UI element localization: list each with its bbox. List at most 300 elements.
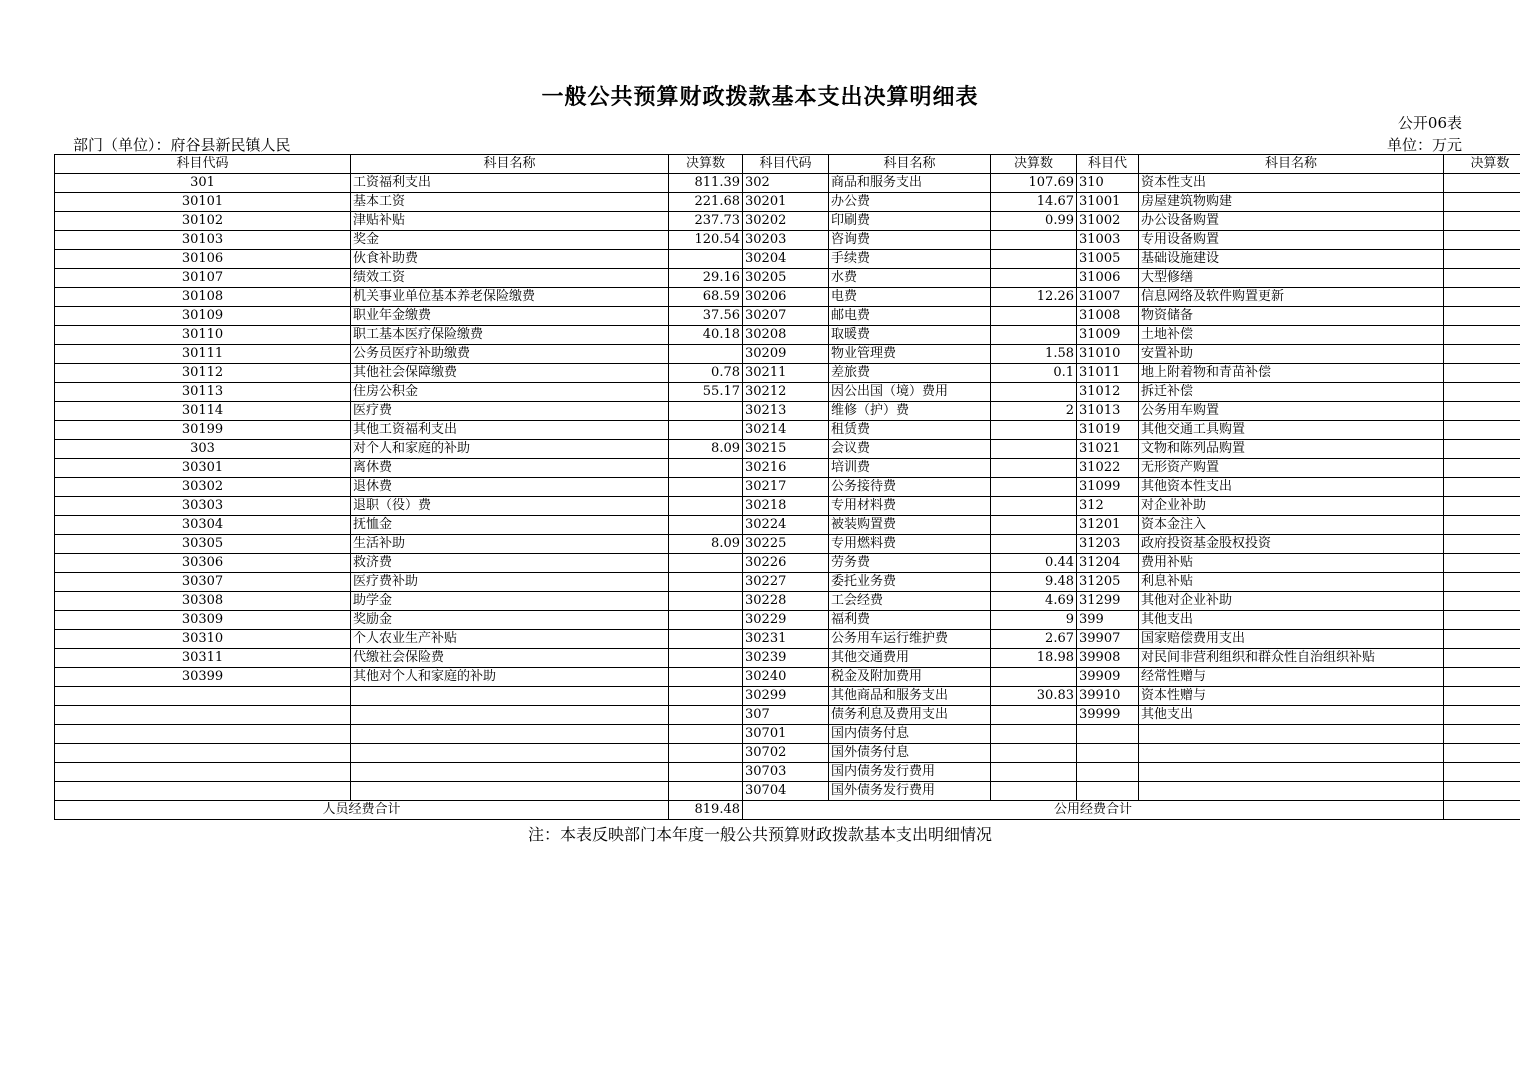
code-cell: 30399 bbox=[55, 668, 351, 687]
code-cell: 30225 bbox=[743, 535, 829, 554]
amount-cell bbox=[1444, 231, 1520, 250]
name-cell bbox=[1139, 725, 1444, 744]
name-cell: 其他工资福利支出 bbox=[351, 421, 669, 440]
name-cell: 公务员医疗补助缴费 bbox=[351, 345, 669, 364]
name-cell: 伙食补助费 bbox=[351, 250, 669, 269]
amount-cell bbox=[669, 744, 743, 763]
amount-cell: 40.18 bbox=[669, 326, 743, 345]
amount-cell bbox=[669, 706, 743, 725]
amount-cell: 237.73 bbox=[669, 212, 743, 231]
code-cell: 31001 bbox=[1077, 193, 1139, 212]
code-cell: 39909 bbox=[1077, 668, 1139, 687]
amount-cell bbox=[991, 706, 1077, 725]
name-cell: 土地补偿 bbox=[1139, 326, 1444, 345]
name-cell: 取暖费 bbox=[829, 326, 991, 345]
amount-cell: 29.16 bbox=[669, 269, 743, 288]
amount-cell: 0.44 bbox=[991, 554, 1077, 573]
name-cell: 助学金 bbox=[351, 592, 669, 611]
code-cell: 30207 bbox=[743, 307, 829, 326]
name-cell bbox=[351, 706, 669, 725]
table-row bbox=[55, 706, 1520, 725]
unit-label: 单位：万元 bbox=[1386, 136, 1462, 154]
name-cell: 信息网络及软件购置更新 bbox=[1139, 288, 1444, 307]
amount-cell: 4.69 bbox=[991, 592, 1077, 611]
code-cell: 30215 bbox=[743, 440, 829, 459]
code-cell: 30301 bbox=[55, 459, 351, 478]
name-cell: 手续费 bbox=[829, 250, 991, 269]
amount-cell bbox=[1444, 630, 1520, 649]
name-cell: 印刷费 bbox=[829, 212, 991, 231]
amount-cell bbox=[669, 497, 743, 516]
amount-cell bbox=[1444, 497, 1520, 516]
amount-cell bbox=[991, 516, 1077, 535]
table-row bbox=[55, 516, 1520, 535]
code-cell: 30203 bbox=[743, 231, 829, 250]
amount-cell bbox=[1444, 250, 1520, 269]
code-cell: 31203 bbox=[1077, 535, 1139, 554]
name-cell: 咨询费 bbox=[829, 231, 991, 250]
amount-cell bbox=[669, 478, 743, 497]
table-row bbox=[55, 535, 1520, 554]
amount-cell bbox=[1444, 402, 1520, 421]
code-cell: 31007 bbox=[1077, 288, 1139, 307]
amount-cell: 8.09 bbox=[669, 535, 743, 554]
personnel-total-label: 人员经费合计 bbox=[55, 801, 669, 820]
table-row bbox=[55, 782, 1520, 801]
table-row bbox=[55, 383, 1520, 402]
table-row bbox=[55, 459, 1520, 478]
amount-cell bbox=[1444, 573, 1520, 592]
code-cell bbox=[55, 782, 351, 801]
amount-cell bbox=[991, 782, 1077, 801]
code-cell: 30199 bbox=[55, 421, 351, 440]
code-cell: 312 bbox=[1077, 497, 1139, 516]
amount-cell bbox=[991, 383, 1077, 402]
code-cell: 30305 bbox=[55, 535, 351, 554]
name-cell: 公务接待费 bbox=[829, 478, 991, 497]
code-cell: 30299 bbox=[743, 687, 829, 706]
amount-cell: 2 bbox=[991, 402, 1077, 421]
code-cell: 30107 bbox=[55, 269, 351, 288]
table-row bbox=[55, 573, 1520, 592]
code-cell: 30208 bbox=[743, 326, 829, 345]
amount-cell: 68.59 bbox=[669, 288, 743, 307]
code-cell bbox=[55, 763, 351, 782]
amount-cell bbox=[1444, 440, 1520, 459]
code-cell: 30309 bbox=[55, 611, 351, 630]
column-header: 决算数 bbox=[1444, 155, 1520, 174]
amount-cell bbox=[991, 478, 1077, 497]
name-cell: 水费 bbox=[829, 269, 991, 288]
code-cell bbox=[1077, 744, 1139, 763]
code-cell: 31010 bbox=[1077, 345, 1139, 364]
public-total-value bbox=[1444, 801, 1520, 820]
table-row bbox=[55, 649, 1520, 668]
code-cell: 30217 bbox=[743, 478, 829, 497]
name-cell: 差旅费 bbox=[829, 364, 991, 383]
name-cell: 其他资本性支出 bbox=[1139, 478, 1444, 497]
name-cell: 住房公积金 bbox=[351, 383, 669, 402]
amount-cell bbox=[991, 421, 1077, 440]
amount-cell bbox=[991, 307, 1077, 326]
column-header: 科目代码 bbox=[55, 155, 351, 174]
code-cell: 30307 bbox=[55, 573, 351, 592]
amount-cell bbox=[1444, 193, 1520, 212]
amount-cell: 30.83 bbox=[991, 687, 1077, 706]
name-cell: 安置补助 bbox=[1139, 345, 1444, 364]
amount-cell bbox=[1444, 687, 1520, 706]
code-cell: 30310 bbox=[55, 630, 351, 649]
amount-cell bbox=[669, 250, 743, 269]
amount-cell bbox=[1444, 668, 1520, 687]
name-cell: 物业管理费 bbox=[829, 345, 991, 364]
name-cell: 委托业务费 bbox=[829, 573, 991, 592]
code-cell: 30205 bbox=[743, 269, 829, 288]
table-row bbox=[55, 497, 1520, 516]
table-row bbox=[55, 668, 1520, 687]
name-cell bbox=[351, 782, 669, 801]
name-cell: 拆迁补偿 bbox=[1139, 383, 1444, 402]
amount-cell: 107.69 bbox=[991, 174, 1077, 193]
name-cell: 国内债务发行费用 bbox=[829, 763, 991, 782]
amount-cell bbox=[1444, 212, 1520, 231]
name-cell: 债务利息及费用支出 bbox=[829, 706, 991, 725]
column-header: 决算数 bbox=[991, 155, 1077, 174]
code-cell bbox=[1077, 725, 1139, 744]
amount-cell: 0.99 bbox=[991, 212, 1077, 231]
code-cell: 39910 bbox=[1077, 687, 1139, 706]
code-cell: 30231 bbox=[743, 630, 829, 649]
table-row bbox=[55, 440, 1520, 459]
amount-cell bbox=[991, 725, 1077, 744]
code-cell: 30209 bbox=[743, 345, 829, 364]
name-cell: 机关事业单位基本养老保险缴费 bbox=[351, 288, 669, 307]
name-cell: 大型修缮 bbox=[1139, 269, 1444, 288]
name-cell: 政府投资基金股权投资 bbox=[1139, 535, 1444, 554]
code-cell: 30204 bbox=[743, 250, 829, 269]
table-row bbox=[55, 364, 1520, 383]
name-cell: 无形资产购置 bbox=[1139, 459, 1444, 478]
department-label: 部门（单位）：府谷县新民镇人民 bbox=[73, 136, 291, 154]
code-cell: 30213 bbox=[743, 402, 829, 421]
amount-cell bbox=[1444, 459, 1520, 478]
table-row bbox=[55, 687, 1520, 706]
code-cell: 310 bbox=[1077, 174, 1139, 193]
amount-cell bbox=[669, 402, 743, 421]
amount-cell bbox=[669, 668, 743, 687]
table-row bbox=[55, 345, 1520, 364]
totals-row bbox=[55, 801, 1520, 820]
code-cell: 30113 bbox=[55, 383, 351, 402]
name-cell: 其他支出 bbox=[1139, 611, 1444, 630]
name-cell: 其他支出 bbox=[1139, 706, 1444, 725]
code-cell: 39907 bbox=[1077, 630, 1139, 649]
code-cell: 30110 bbox=[55, 326, 351, 345]
code-cell: 30106 bbox=[55, 250, 351, 269]
name-cell: 绩效工资 bbox=[351, 269, 669, 288]
table-row bbox=[55, 250, 1520, 269]
amount-cell bbox=[669, 611, 743, 630]
code-cell: 31008 bbox=[1077, 307, 1139, 326]
name-cell: 离休费 bbox=[351, 459, 669, 478]
code-cell bbox=[55, 744, 351, 763]
table-row bbox=[55, 326, 1520, 345]
amount-cell bbox=[991, 497, 1077, 516]
code-cell: 31003 bbox=[1077, 231, 1139, 250]
name-cell bbox=[1139, 763, 1444, 782]
code-cell: 31201 bbox=[1077, 516, 1139, 535]
name-cell: 医疗费 bbox=[351, 402, 669, 421]
amount-cell bbox=[1444, 763, 1520, 782]
code-cell: 30102 bbox=[55, 212, 351, 231]
name-cell: 利息补贴 bbox=[1139, 573, 1444, 592]
code-cell: 30306 bbox=[55, 554, 351, 573]
amount-cell bbox=[1444, 307, 1520, 326]
name-cell: 公务用车购置 bbox=[1139, 402, 1444, 421]
name-cell: 办公费 bbox=[829, 193, 991, 212]
code-cell: 31011 bbox=[1077, 364, 1139, 383]
amount-cell bbox=[1444, 364, 1520, 383]
code-cell: 31009 bbox=[1077, 326, 1139, 345]
code-cell: 31204 bbox=[1077, 554, 1139, 573]
name-cell: 租赁费 bbox=[829, 421, 991, 440]
amount-cell bbox=[1444, 592, 1520, 611]
code-cell: 31299 bbox=[1077, 592, 1139, 611]
amount-cell bbox=[669, 782, 743, 801]
table-row bbox=[55, 611, 1520, 630]
table-row bbox=[55, 174, 1520, 193]
code-cell: 30109 bbox=[55, 307, 351, 326]
amount-cell bbox=[1444, 478, 1520, 497]
code-cell: 30218 bbox=[743, 497, 829, 516]
name-cell: 公务用车运行维护费 bbox=[829, 630, 991, 649]
amount-cell bbox=[991, 440, 1077, 459]
public-total-label: 公用经费合计 bbox=[743, 801, 1444, 820]
code-cell: 30302 bbox=[55, 478, 351, 497]
name-cell bbox=[351, 744, 669, 763]
name-cell: 救济费 bbox=[351, 554, 669, 573]
amount-cell: 14.67 bbox=[991, 193, 1077, 212]
name-cell: 退职（役）费 bbox=[351, 497, 669, 516]
amount-cell: 18.98 bbox=[991, 649, 1077, 668]
name-cell: 维修（护）费 bbox=[829, 402, 991, 421]
name-cell: 其他对企业补助 bbox=[1139, 592, 1444, 611]
header-row bbox=[55, 155, 1520, 174]
amount-cell: 9 bbox=[991, 611, 1077, 630]
code-cell: 31021 bbox=[1077, 440, 1139, 459]
code-cell bbox=[1077, 763, 1139, 782]
code-cell: 30216 bbox=[743, 459, 829, 478]
name-cell: 资本性支出 bbox=[1139, 174, 1444, 193]
amount-cell bbox=[669, 459, 743, 478]
amount-cell: 9.48 bbox=[991, 573, 1077, 592]
code-cell: 30311 bbox=[55, 649, 351, 668]
table-row bbox=[55, 402, 1520, 421]
table-row bbox=[55, 193, 1520, 212]
amount-cell bbox=[669, 421, 743, 440]
table-row bbox=[55, 212, 1520, 231]
amount-cell bbox=[669, 592, 743, 611]
amount-cell bbox=[991, 459, 1077, 478]
amount-cell bbox=[669, 687, 743, 706]
column-header: 科目名称 bbox=[1139, 155, 1444, 174]
code-cell: 30211 bbox=[743, 364, 829, 383]
code-cell: 39908 bbox=[1077, 649, 1139, 668]
code-cell: 30701 bbox=[743, 725, 829, 744]
table-row bbox=[55, 630, 1520, 649]
amount-cell bbox=[991, 763, 1077, 782]
code-cell: 30103 bbox=[55, 231, 351, 250]
code-cell: 30108 bbox=[55, 288, 351, 307]
name-cell: 房屋建筑物购建 bbox=[1139, 193, 1444, 212]
amount-cell: 0.78 bbox=[669, 364, 743, 383]
name-cell: 电费 bbox=[829, 288, 991, 307]
name-cell: 其他对个人和家庭的补助 bbox=[351, 668, 669, 687]
column-header: 科目代 bbox=[1077, 155, 1139, 174]
column-header: 科目名称 bbox=[351, 155, 669, 174]
amount-cell bbox=[1444, 649, 1520, 668]
code-cell: 30114 bbox=[55, 402, 351, 421]
table-row bbox=[55, 763, 1520, 782]
name-cell: 国外债务发行费用 bbox=[829, 782, 991, 801]
amount-cell: 55.17 bbox=[669, 383, 743, 402]
table-row bbox=[55, 744, 1520, 763]
column-header: 科目名称 bbox=[829, 155, 991, 174]
code-cell: 30202 bbox=[743, 212, 829, 231]
code-cell: 30212 bbox=[743, 383, 829, 402]
amount-cell bbox=[1444, 554, 1520, 573]
name-cell: 工资福利支出 bbox=[351, 174, 669, 193]
name-cell: 国内债务付息 bbox=[829, 725, 991, 744]
footnote: 注：本表反映部门本年度一般公共预算财政拨款基本支出明细情况 bbox=[527, 825, 992, 844]
name-cell: 邮电费 bbox=[829, 307, 991, 326]
name-cell: 因公出国（境）费用 bbox=[829, 383, 991, 402]
amount-cell: 811.39 bbox=[669, 174, 743, 193]
name-cell: 资本性赠与 bbox=[1139, 687, 1444, 706]
amount-cell bbox=[991, 250, 1077, 269]
name-cell: 物资储备 bbox=[1139, 307, 1444, 326]
name-cell: 被装购置费 bbox=[829, 516, 991, 535]
code-cell: 31013 bbox=[1077, 402, 1139, 421]
code-cell: 30201 bbox=[743, 193, 829, 212]
code-cell: 303 bbox=[55, 440, 351, 459]
code-cell: 31099 bbox=[1077, 478, 1139, 497]
name-cell: 办公设备购置 bbox=[1139, 212, 1444, 231]
name-cell bbox=[351, 687, 669, 706]
table-row bbox=[55, 288, 1520, 307]
amount-cell bbox=[991, 326, 1077, 345]
amount-cell bbox=[1444, 782, 1520, 801]
column-header: 科目代码 bbox=[743, 155, 829, 174]
code-cell bbox=[55, 725, 351, 744]
amount-cell bbox=[991, 231, 1077, 250]
code-cell: 30303 bbox=[55, 497, 351, 516]
name-cell: 个人农业生产补贴 bbox=[351, 630, 669, 649]
name-cell: 会议费 bbox=[829, 440, 991, 459]
name-cell: 其他商品和服务支出 bbox=[829, 687, 991, 706]
code-cell: 30111 bbox=[55, 345, 351, 364]
code-cell: 30240 bbox=[743, 668, 829, 687]
amount-cell bbox=[669, 554, 743, 573]
name-cell: 退休费 bbox=[351, 478, 669, 497]
name-cell: 专用材料费 bbox=[829, 497, 991, 516]
code-cell: 30214 bbox=[743, 421, 829, 440]
amount-cell bbox=[1444, 744, 1520, 763]
code-cell bbox=[55, 706, 351, 725]
amount-cell bbox=[991, 668, 1077, 687]
amount-cell bbox=[991, 269, 1077, 288]
name-cell: 对企业补助 bbox=[1139, 497, 1444, 516]
code-cell bbox=[55, 687, 351, 706]
amount-cell bbox=[669, 345, 743, 364]
name-cell: 其他社会保障缴费 bbox=[351, 364, 669, 383]
code-cell: 30224 bbox=[743, 516, 829, 535]
code-cell: 30308 bbox=[55, 592, 351, 611]
name-cell: 基础设施建设 bbox=[1139, 250, 1444, 269]
name-cell: 其他交通费用 bbox=[829, 649, 991, 668]
amount-cell bbox=[669, 649, 743, 668]
name-cell: 奖金 bbox=[351, 231, 669, 250]
column-header: 决算数 bbox=[669, 155, 743, 174]
code-cell: 30239 bbox=[743, 649, 829, 668]
name-cell: 国外债务付息 bbox=[829, 744, 991, 763]
page-title: 一般公共预算财政拨款基本支出决算明细表 bbox=[541, 84, 979, 110]
amount-cell: 37.56 bbox=[669, 307, 743, 326]
name-cell: 代缴社会保险费 bbox=[351, 649, 669, 668]
name-cell: 国家赔偿费用支出 bbox=[1139, 630, 1444, 649]
amount-cell bbox=[991, 744, 1077, 763]
amount-cell bbox=[1444, 288, 1520, 307]
amount-cell bbox=[1444, 535, 1520, 554]
code-cell: 30304 bbox=[55, 516, 351, 535]
amount-cell bbox=[1444, 269, 1520, 288]
name-cell bbox=[1139, 744, 1444, 763]
name-cell: 经常性赠与 bbox=[1139, 668, 1444, 687]
name-cell: 其他交通工具购置 bbox=[1139, 421, 1444, 440]
name-cell: 奖励金 bbox=[351, 611, 669, 630]
code-cell: 301 bbox=[55, 174, 351, 193]
name-cell: 地上附着物和青苗补偿 bbox=[1139, 364, 1444, 383]
name-cell: 抚恤金 bbox=[351, 516, 669, 535]
amount-cell bbox=[1444, 174, 1520, 193]
code-cell: 31006 bbox=[1077, 269, 1139, 288]
name-cell: 生活补助 bbox=[351, 535, 669, 554]
code-cell: 30228 bbox=[743, 592, 829, 611]
amount-cell bbox=[1444, 611, 1520, 630]
name-cell: 专用燃料费 bbox=[829, 535, 991, 554]
code-cell: 30229 bbox=[743, 611, 829, 630]
code-cell: 31205 bbox=[1077, 573, 1139, 592]
name-cell bbox=[351, 763, 669, 782]
amount-cell: 12.26 bbox=[991, 288, 1077, 307]
code-cell: 30101 bbox=[55, 193, 351, 212]
amount-cell bbox=[669, 725, 743, 744]
amount-cell: 1.58 bbox=[991, 345, 1077, 364]
code-cell: 30702 bbox=[743, 744, 829, 763]
code-cell: 31002 bbox=[1077, 212, 1139, 231]
code-cell: 30703 bbox=[743, 763, 829, 782]
personnel-total-value: 819.48 bbox=[669, 801, 743, 820]
amount-cell bbox=[1444, 345, 1520, 364]
amount-cell: 120.54 bbox=[669, 231, 743, 250]
name-cell: 福利费 bbox=[829, 611, 991, 630]
name-cell: 医疗费补助 bbox=[351, 573, 669, 592]
table-row bbox=[55, 307, 1520, 326]
amount-cell bbox=[1444, 326, 1520, 345]
code-cell: 31012 bbox=[1077, 383, 1139, 402]
name-cell: 对民间非营利组织和群众性自治组织补贴 bbox=[1139, 649, 1444, 668]
name-cell: 文物和陈列品购置 bbox=[1139, 440, 1444, 459]
